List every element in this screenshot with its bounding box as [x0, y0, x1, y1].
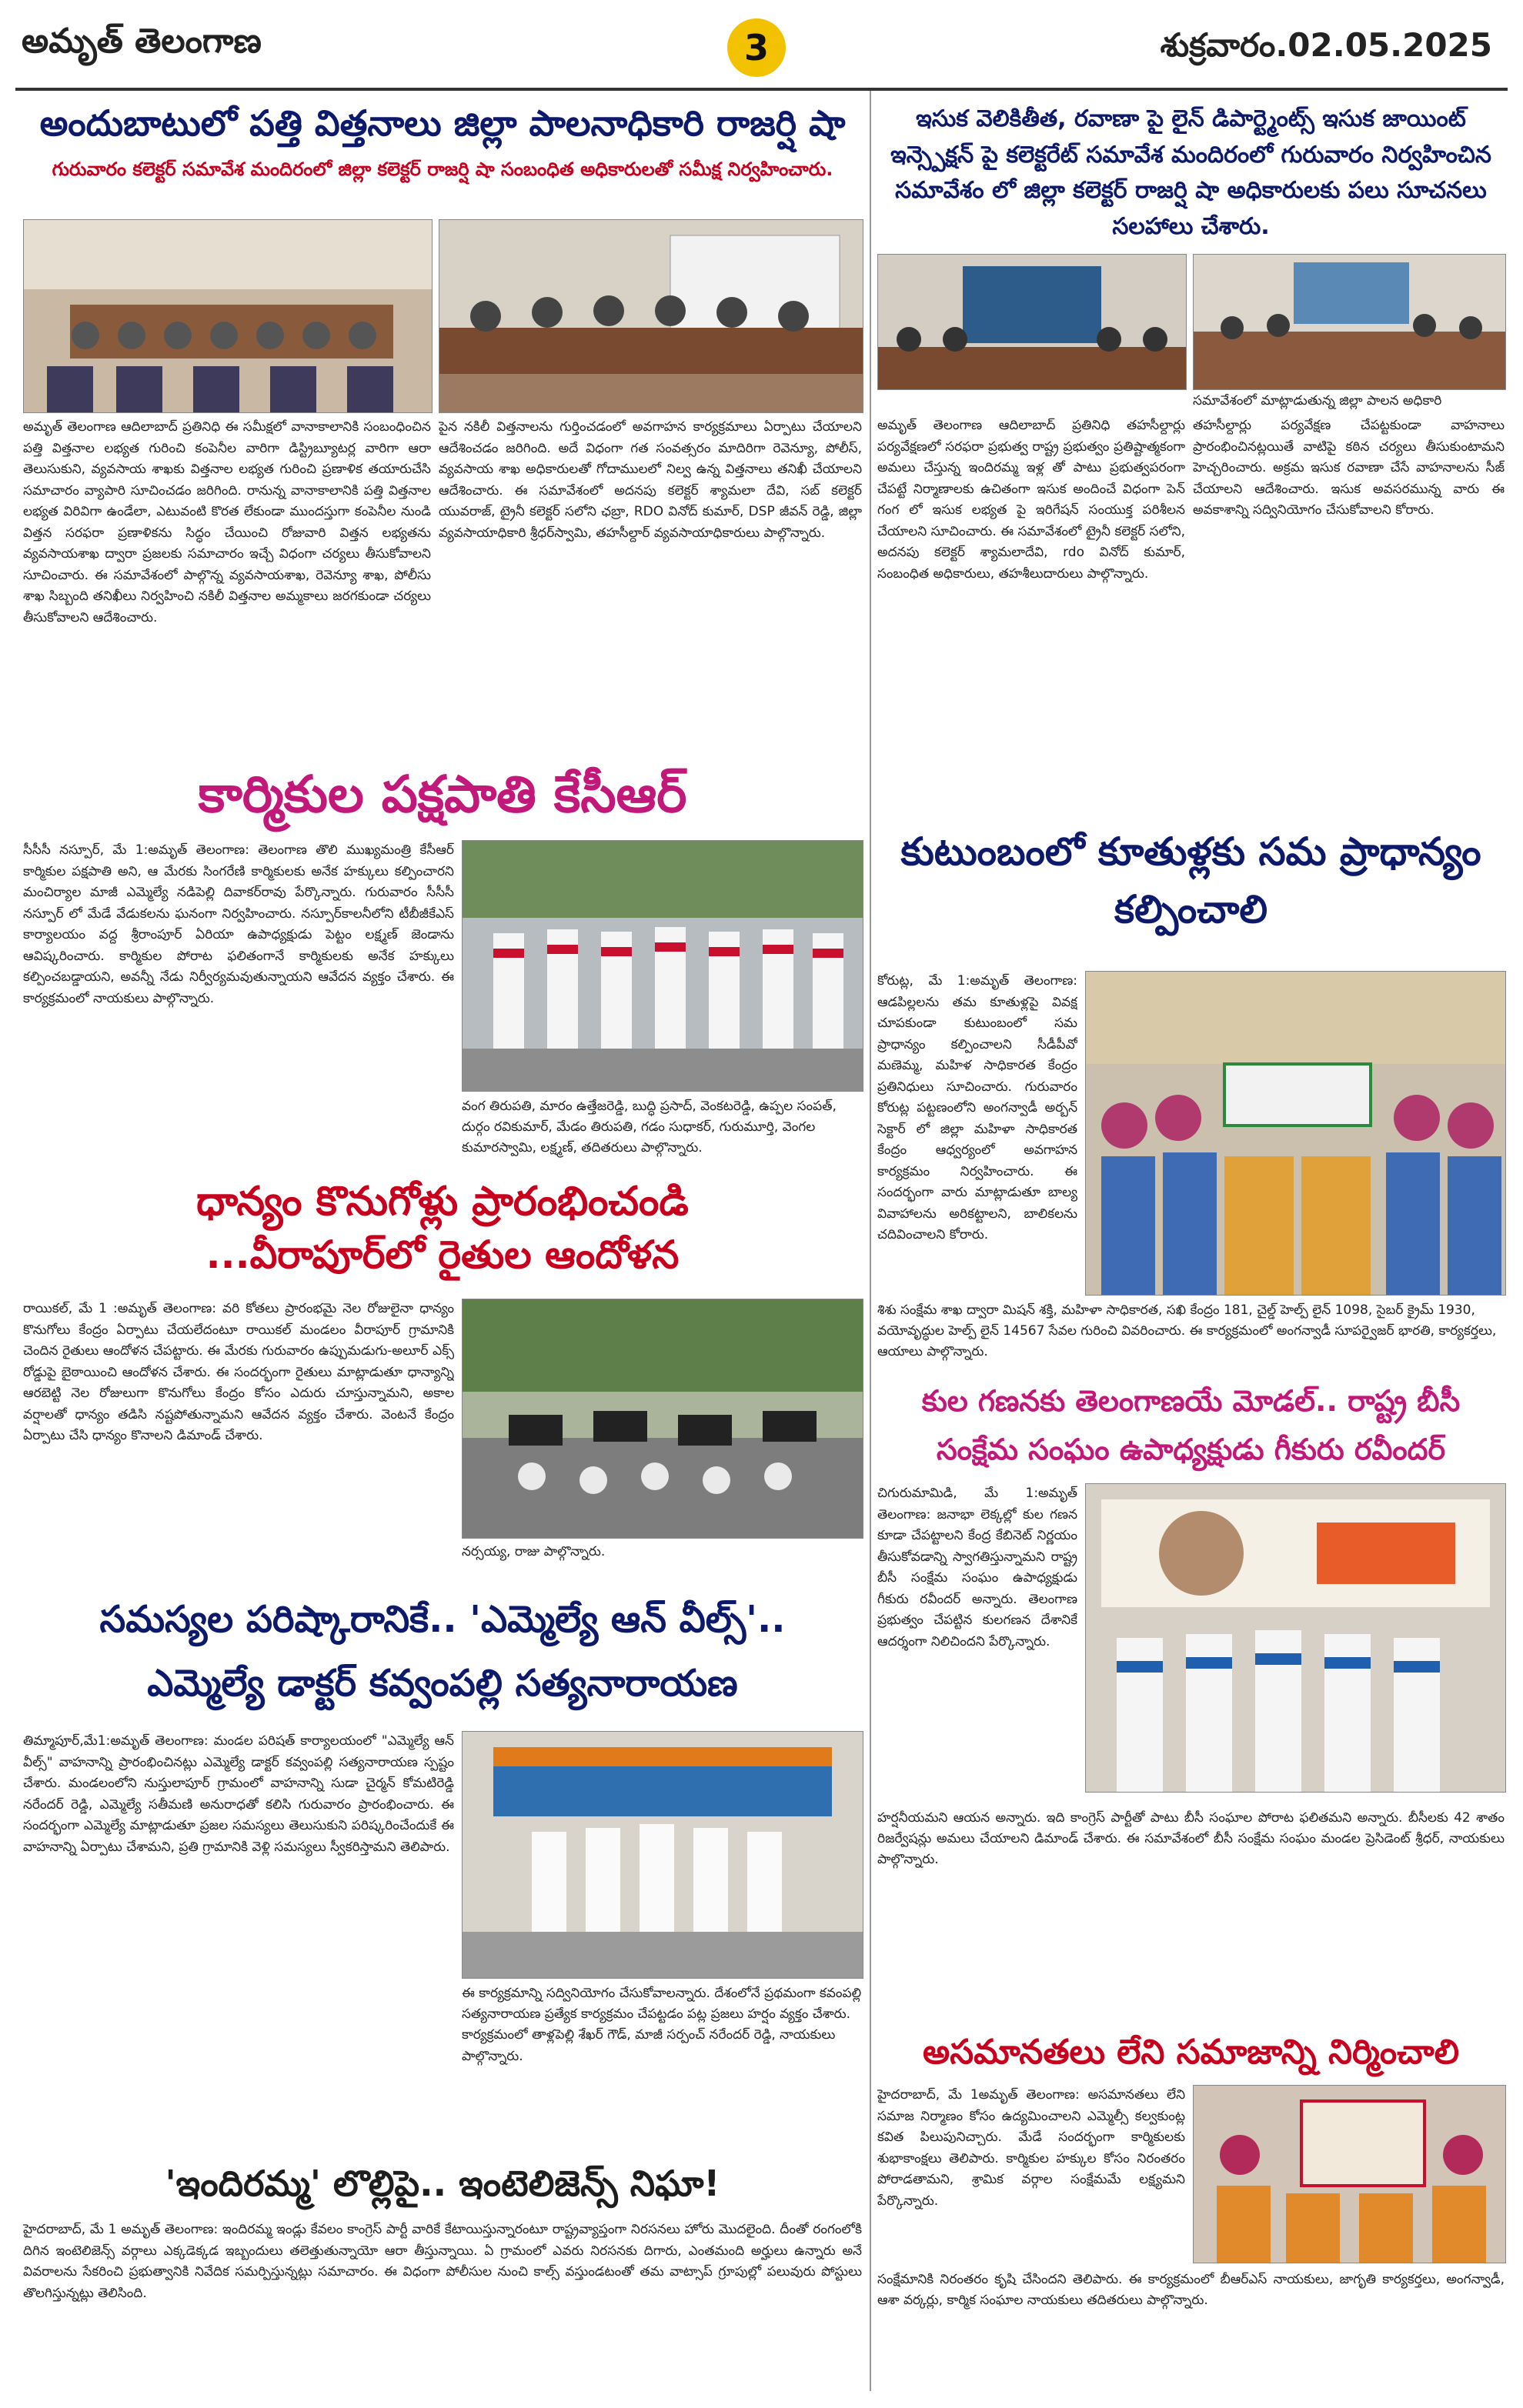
daughters-photo [1085, 971, 1506, 1296]
equality-body: హైదరాబాద్, మే 1అమృత్ తెలంగాణ: అసమానతలు లేని సమాజ నిర్మాణం కోసం ఉద్యమించాలని ఎమ్మెల్సీ కల్వకుంట్ల కవిత పిలుపునిచ్చారు. మేడే సందర్భంగా కార్మికులకు శుభాకాంక్షలు తెలిపారు. కార్మికుల హక్కుల కోసం నిరంతరం పోరాడతామని, శ్రామిక వర్గాల సంక్షేమమే లక్ష్యమని పేర్కొన్నారు. [877, 2087, 1185, 2209]
kcr-body: సీసీసీ నస్పూర్, మే 1:అమృత్ తెలంగాణ: తెలంగాణ తొలి ముఖ్యమంత్రి కేసీఆర్ కార్మికుల పక్షపాతి అని, ఆ మేరకు సింగరేణి కార్మికులకు అనేక హక్కులు కల్పించారని మంచిర్యాల మాజీ ఎమ్మెల్యే నడిపెల్లి దివాకర్‌రావు పేర్కొన్నారు. గురువారం సీసీసీ నస్పూర్ లో మేడే వేడుకలను ఘనంగా నిర్వహించారు. నస్పూర్‌కాలనీలోని టీబీజీకేఎస్ కార్యాలయం వద్ద శ్రీరాంపూర్ ఏరియా ఉపాధ్యక్షుడు పెట్టం లక్ష్మణ్ జెండాను ఆవిష్కరించారు. కార్మికుల పోరాట ఫలితంగానే కార్మికులకు అనేక హక్కులు కల్పించబడ్డాయని, అవన్నీ నేడు నిర్వీర్యమవుతున్నాయని ఆవేదన వ్యక్తం చేశారు. ఈ కార్యక్రమంలో నాయకులు పాల్గొన్నారు. [23, 842, 454, 1006]
column-divider [870, 91, 871, 2391]
kcr-photo [462, 840, 863, 1092]
grain-headline-2: ...వీరాపూర్‌లో రైతుల ఆందోళన [205, 1232, 680, 1277]
masthead: అమృత్ తెలంగాణ [22, 22, 262, 61]
equality-caption: సంక్షేమానికి నిరంతరం కృషి చేసిందని తెలిపారు. ఈ కార్యక్రమంలో బీఆర్ఎస్ నాయకులు, జాగృతి కార్యకర్తలు, అంగన్వాడీ, ఆశా వర్కర్లు, కార్మిక సంఘాల నాయకులు తదితరులు పాల్గొన్నారు. [877, 2272, 1505, 2309]
daughters-body: కోరుట్ల, మే 1:అమృత్ తెలంగాణ: ఆడపిల్లలను తమ కూతుళ్లపై వివక్ష చూపకుండా కుటుంబంలో సమ ప్రాధాన్యం కల్పించాలని సీడీపీవో మణెమ్మ, మహిళ సాధికారత కేంద్రం ప్రతినిధులు సూచించారు. గురువారం కోరుట్ల పట్టణంలోని అంగన్వాడీ అర్బన్ సెక్టార్ లో జిల్లా మహిళా సాధికారత కేంద్రం ఆధ్వర్యంలో అవగాహన కార్యక్రమం నిర్వహించారు. ఈ సందర్భంగా వారు మాట్లాడుతూ బాల్య వివాహాలను అరికట్టాలని, బాలికలను చదివించాలని కోరారు. [877, 973, 1077, 1243]
cotton-body-left: అమృత్ తెలంగాణ ఆదిలాబాద్ ప్రతినిధి ఈ సమీక్షలో వానాకాలానికి సంబంధించిన పత్తి విత్తనాల లభ్యత గురించి కంపెనీల వారిగా డిస్ట్రిబ్యూటర్ల వారిగా ఆరా తెలుసుకుని, వ్యవసాయ శాఖకు విత్తనాల లభ్యత గురించి ప్రణాళిక తయారుచేసి సమాచారం వ్యాపారి సూచించడం జరిగింది. రానున్న వానాకాలానికి పత్తి విత్తనాల లభ్యత విరివిగా ఉండేలా, ఎటువంటి కొరత లేకుండా ముందస్తుగా కంపెనీల నుండి విత్తన సరఫరా ప్రణాళికను సిద్ధం చేయించి రోజువారి విత్తన లభ్యతను వ్యవసాయశాఖ ద్వారా ప్రజలకు సమాచారం ఇచ్చే విధంగా చర్యలు తీసుకోవాలని సూచించారు. ఈ సమావేశంలో పాల్గొన్న వ్యవసాయశాఖ, రెవెన్యూ శాఖ, పోలీసు శాఖ సిబ్బంది తనిఖీలు నిర్వహించి నకిలీ విత్తనాల అమ్మకాలు జరగకుండా చర్యలు తీసుకోవాలని ఆదేశించారు. [23, 419, 431, 625]
indiramma-headline: 'ఇందిరమ్మ' లొల్లిపై.. ఇంటెలిజెన్స్ నిఘా! [165, 2163, 720, 2204]
sand-headline: ఇసుక వెలికితీత, రవాణా పై లైన్ డిపార్ట్మెంట్స్ ఇసుక జాయింట్ ఇన్స్పెక్షన్ పై కలెక్టరేట్ సమావేశ మందిరంలో గురువారం నిర్వహించిన సమావేశం లో జిల్లా కలెక్టర్ రాజర్షి షా అధికారులకు పలు సూచనలు సలహాలు చేశారు. [890, 105, 1491, 240]
cotton-subhead: గురువారం కలెక్టర్ సమావేశ మందిరంలో జిల్లా కలెక్టర్ రాజర్షి షా సంబంధిత అధికారులతో సమీక్ష నిర్వహించారు. [52, 158, 833, 180]
sand-caption: సమావేశంలో మాట్లాడుతున్న జిల్లా పాలన అధికారి [1193, 393, 1442, 409]
mla-body: తిమ్మాపూర్,మే1:అమృత్ తెలంగాణ: మండల పరిషత్ కార్యాలయంలో "ఎమ్మెల్యే ఆన్ వీల్స్" వాహనాన్ని ప్రారంభించినట్లు ఎమ్మెల్యే డాక్టర్ కవ్వంపల్లి సత్యనారాయణ స్పష్టం చేశారు. మండలంలోని నుస్తులాపూర్ గ్రామంలో వాహనాన్ని సుడా చైర్మన్ కోమటిరెడ్డి నరేందర్ రెడ్డి, ఎమ్మెల్యే సతీమణి అనురాధతో కలిసి గురువారం ప్రారంభించారు. ఈ సందర్భంగా ఎమ్మెల్యే మాట్లాడుతూ ప్రజల సమస్యలు తెలుసుకుని పరిష్కరించేందుకే ఈ వాహనాన్ని ఏర్పాటు చేశామని, ప్రతి గ్రామానికి వెళ్లి సమస్యలు స్వీకరిస్తామని తెలిపారు. [23, 1733, 454, 1855]
grain-headline-1: ధాన్యం కొనుగోళ్లు ప్రారంభించండి [196, 1179, 689, 1225]
daughters-headline: కుటుంబంలో కూతుళ్లకు సమ ప్రాధాన్యం కల్పించాలి [900, 829, 1481, 932]
grain-body: రాయికల్, మే 1 :అమృత్ తెలంగాణ: వరి కోతలు ప్రారంభమై నెల రోజులైనా ధాన్యం కొనుగోలు కేంద్రం ఏర్పాటు చేయలేదంటూ రాయికల్ మండలం వీరాపూర్ గ్రామానికి చెందిన రైతులు ఆందోళన చేపట్టారు. ఈ మేరకు గురువారం ఉప్పుమడుగు-అలూర్ ఎక్స్ రోడ్డుపై బైఠాయించి ఆందోళన చేశారు. ఈ సందర్భంగా రైతులు మాట్లాడుతూ ధాన్యాన్ని ఆరబెట్టి నెల రోజులుగా కొనుగోలు కేంద్రం కోసం ఎదురు చూస్తున్నామని, అకాల వర్షాలతో ధాన్యం తడిసి నష్టపోతున్నామని ఆవేదన వ్యక్తం చేశారు. వెంటనే కేంద్రం ఏర్పాటు చేసి ధాన్యం కొనాలని డిమాండ్ చేశారు. [23, 1301, 454, 1444]
sand-body-right: తహసీల్దార్లు పర్యవేక్షణ చేపట్టకుండా వాహనాలు ప్రారంభించినట్లయితే వాటిపై కఠిన చర్యలు తీసుకుంటామని హెచ్చరించారు. అక్రమ ఇసుక రవాణా చేసే వాహనాలను సీజ్ చేయాలని ఆదేశించారు. ఇసుక అవసరమున్న వారు ఈ అవకాశాన్ని సద్వినియోగం చేసుకోవాలని కోరారు. [1193, 418, 1505, 519]
indiramma-body: హైదరాబాద్, మే 1 అమృత్ తెలంగాణ: ఇందిరమ్మ ఇండ్లు కేవలం కాంగ్రెస్ పార్టీ వారికే కేటాయిస్తున్నారంటూ రాష్ట్రవ్యాప్తంగా నిరసనలు హోరు మొదలైంది. దీంతో రంగంలోకి దిగిన ఇంటెలిజెన్స్ వర్గాలు ఎక్కడెక్కడ ఇబ్బందులు తలెత్తుతున్నాయో ఆరా తీస్తున్నాయి. ఏ గ్రామంలో ఎవరు నిరసనకు దిగారు, ఎంతమంది అర్హులు ఉన్నారు అనే వివరాలను సేకరించి ప్రభుత్వానికి నివేదిక సమర్పిస్తున్నట్లు సమాచారం. ఈ విధంగా పోలీసుల నుంచి కాల్స్ వస్తుండటంతో తమ వాట్సాప్ గ్రూపుల్లో పలువురు పోస్టులు తొలగిస్తున్నట్లు తెలిసింది. [23, 2222, 862, 2301]
page-number-badge: 3 [727, 18, 786, 77]
caste-caption: హర్షనీయమని ఆయన అన్నారు. ఇది కాంగ్రెస్ పార్టీతో పాటు బీసీ సంఘాల పోరాట ఫలితమని అన్నారు. బీసీలకు 42 శాతం రిజర్వేషన్లు అమలు చేయాలని డిమాండ్ చేశారు. ఈ సమావేశంలో బీసీ సంక్షేమ సంఘం మండల ప్రెసిడెంట్ శ్రీధర్, నాయకులు పాల్గొన్నారు. [877, 1810, 1505, 1868]
caste-photo [1085, 1483, 1506, 1793]
issue-date: శుక్రవారం.02.05.2025 [1160, 26, 1492, 64]
grain-photo [462, 1299, 863, 1539]
mla-headline-1: సమస్యల పరిష్కారానికే.. 'ఎమ్మెల్యే ఆన్ వీల్స్'.. [99, 1598, 786, 1641]
cotton-photo-1 [23, 219, 433, 413]
grain-caption: నర్సయ్య, రాజు పాల్గొన్నారు. [462, 1544, 606, 1559]
caste-headline: కుల గణనకు తెలంగాణయే మోడల్.. రాష్ట్ర బీసీ సంక్షేమ సంఘం ఉపాధ్యక్షుడు గీకురు రవీందర్ [921, 1384, 1461, 1466]
mla-caption: ఈ కార్యక్రమాన్ని సద్వినియోగం చేసుకోవాలన్నారు. దేశంలోనే ప్రథమంగా కవంపల్లి సత్యనారాయణ ప్రత్యేక కార్యక్రమం చేపట్టడం పట్ల ప్రజలు హర్షం వ్యక్తం చేశారు. కార్యక్రమంలో తాళ్లపెల్లి శేఖర్ గౌడ్, మాజీ సర్పంచ్ నరేందర్ రెడ్డి, నాయకులు పాల్గొన్నారు. [462, 1986, 862, 2064]
daughters-caption: శిశు సంక్షేమ శాఖ ద్వారా మిషన్ శక్తి, మహిళా సాధికారత, సఖి కేంద్రం 181, చైల్డ్ హెల్ప్ లైన్ 1098, సైబర్ క్రైమ్ 1930, వయోవృద్ధుల హెల్ప్ లైన్ 14567 సేవల గురించి వివరించారు. ఈ కార్యక్రమంలో అంగన్వాడీ సూపర్వైజర్ భారతి, కార్యకర్తలు, ఆయాలు పాల్గొన్నారు. [877, 1302, 1497, 1360]
cotton-headline: అందుబాటులో పత్తి విత్తనాలు జిల్లా పాలనాధికారి రాజర్షి షా [39, 102, 846, 144]
cotton-photo-2 [439, 219, 863, 413]
mla-photo [462, 1731, 863, 1979]
caste-body: చిగురుమామిడి, మే 1:అమృత్ తెలంగాణ: జనాభా లెక్కల్లో కుల గణన కూడా చేపట్టాలని కేంద్ర కేబినెట్ నిర్ణయం తీసుకోవడాన్ని స్వాగతిస్తున్నామని రాష్ట్ర బీసీ సంక్షేమ సంఘం ఉపాధ్యక్షుడు గీకురు రవీందర్ అన్నారు. తెలంగాణ ప్రభుత్వం చేపట్టిన కులగణన దేశానికే ఆదర్శంగా నిలిచిందని పేర్కొన్నారు. [877, 1486, 1077, 1649]
header-divider [15, 88, 1508, 91]
equality-headline: అసమానతలు లేని సమాజాన్ని నిర్మించాలి [923, 2033, 1459, 2072]
cotton-body-right: పైన నకిలీ విత్తనాలను గుర్తించడంలో అవగాహన కార్యక్రమాలు ఏర్పాటు చేయాలని ఆదేశించడం జరిగింది. అదే విధంగా గత సంవత్సరం మాదిరిగా రెవెన్యూ, పోలీస్, వ్యవసాయ శాఖ అధికారులతో గోదాములలో నిల్వ ఉన్న విత్తనాలు తనిఖీ చేయాలని ఆదేశించారు. ఈ సమావేశంలో అదనపు కలెక్టర్ శ్యామలా దేవి, సబ్ కలెక్టర్ యువరాజ్, ట్రైనీ కలెక్టర్ సలోని ఛబ్రా, RDO వినోద్ కుమార్, DSP జీవన్ రెడ్డి, జిల్లా వ్యవసాయాధికారి శ్రీధర్‌స్వామి, తహసీల్దార్ వ్యవసాయాధికారులు పాల్గొన్నారు. [439, 419, 862, 541]
equality-photo [1193, 2085, 1506, 2263]
kcr-caption: వంగ తిరుపతి, మారం ఉత్తేజరెడ్డి, బుద్ధి ప్రసాద్, వెంకటరెడ్డి, ఉప్పల సంపత్, దుర్గం రవికుమార్, మేడం తిరుపతి, గడం సుధాకర్, గురుమూర్తి, వెంగల కుమారస్వామి, లక్ష్మణ్, తదితరులు పాల్గొన్నారు. [462, 1099, 837, 1156]
sand-photo-2 [1193, 254, 1506, 390]
mla-headline-2: ఎమ్మెల్యే డాక్టర్ కవ్వంపల్లి సత్యనారాయణ [147, 1662, 738, 1705]
kcr-headline: కార్మికుల పక్షపాతి కేసీఆర్ [198, 765, 687, 824]
sand-body-left: అమృత్ తెలంగాణ ఆదిలాబాద్ ప్రతినిధి తహసీల్దార్లు పర్యవేక్షణలో సరఫరా ప్రభుత్వ రాష్ట్ర ప్రభుత్వం ప్రతిష్టాత్మకంగా అమలు చేస్తున్న ఇందిరమ్మ ఇళ్ల తో పాటు ప్రభుత్వపరంగా చేపట్టే నిర్మాణాలకు ఉచితంగా ఇసుక అందించే విధంగా పెన్ గంగ లో ఇసుక లభ్యత పై ఇరిగేషన్ సంయుక్త పరిశీలన చేయాలని సూచించారు. ఈ సమావేశంలో ట్రైనీ కలెక్టర్ సలోని, అదనపు కలెక్టర్ శ్యామలాదేవి, rdo వినోద్ కుమార్, సంబంధిత అధికారులు, తహశీలుదారులు పాల్గొన్నారు. [877, 418, 1185, 582]
sand-photo-1 [877, 254, 1187, 390]
